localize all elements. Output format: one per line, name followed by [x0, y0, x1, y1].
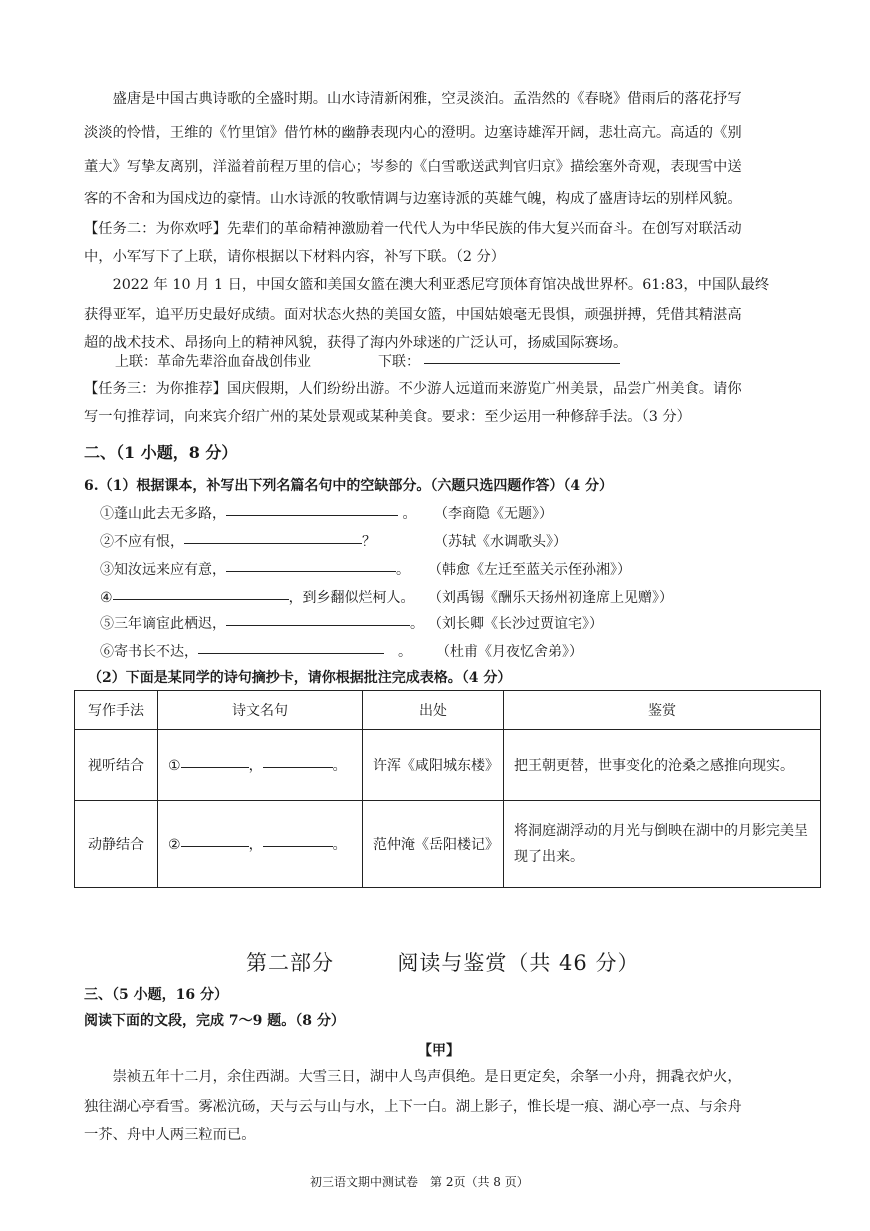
source-cell: 许浑《咸阳城东楼》: [363, 730, 504, 801]
recite-item-6: [100, 638, 412, 666]
couplet-lower-label: 下联：: [378, 354, 420, 370]
recite-item-4-blank[interactable]: [113, 598, 289, 600]
section3-heading: 三、（5 小题，16 分）: [84, 987, 228, 1003]
appreciation-cell: 把王朝更替，世事变化的沧桑之感推向现实。: [504, 730, 821, 801]
section2-heading: 二、（1 小题，8 分）: [84, 443, 238, 462]
recite-item-1: [100, 500, 416, 528]
table-row: [75, 730, 821, 801]
passage-line-3: 一芥、舟中人两三粒而已。: [84, 1127, 256, 1143]
table-header: 鉴赏: [504, 691, 821, 730]
recite-item-5-blank[interactable]: [226, 624, 410, 626]
task2-line-1: 【任务二：为你欢呼】先辈们的革命精神激励着一代代人为中华民族的伟大复兴而奋斗。在创写对联活动: [84, 221, 742, 237]
table-header: 诗文名句: [158, 691, 363, 730]
recite-item-5: [100, 610, 424, 638]
intro-line-4: 客的不舍和为国戍边的豪情。山水诗派的牧歌情调与边塞诗派的英雄气魄，构成了盛唐诗坛的别样风貌。: [84, 191, 742, 207]
answer-end: 。: [332, 837, 347, 853]
couplet-upper: 上联：革命先辈浴血奋战创伟业: [115, 354, 311, 370]
recite-item-3-end: 。: [396, 562, 410, 578]
task2-material-2: 获得亚军，追平历史最好成绩。面对状态火热的美国女篮，中国姑娘毫无畏惧，顽强拼搏，凭借其精湛高: [84, 307, 742, 323]
recite-item-1-end: 。: [402, 506, 417, 522]
passage-line-2: 独往湖心亭看雪。雾凇沆砀，天与云与山与水，上下一白。湖上影子，惟长堤一痕、湖心亭一点、与余舟: [84, 1099, 742, 1115]
method-cell: 动静结合: [75, 801, 158, 888]
task2-line-2: 中，小军写下了上联，请你根据以下材料内容，补写下联。（2 分）: [84, 249, 506, 265]
recite-item-1-text: ①蓬山此去无多路，: [100, 506, 226, 522]
answer-blank-2[interactable]: [263, 766, 333, 768]
recite-item-3-text: ③知汝远来应有意，: [100, 562, 226, 578]
reading-instruction: 阅读下面的文段，完成 7～9 题。（8 分）: [84, 1013, 345, 1029]
recite-item-4-end: ，到乡翻似烂柯人。: [288, 590, 415, 606]
recite-item-6-text: ⑥寄书长不达，: [100, 644, 198, 660]
table-header: 出处: [363, 691, 504, 730]
answer-number: ②: [168, 837, 181, 853]
part2-title-b: 阅读与鉴赏（共 46 分）: [397, 951, 640, 975]
answer-cell: [158, 730, 363, 801]
recite-item-2: [100, 528, 376, 556]
answer-comma: ，: [248, 837, 263, 853]
part2-title-a: 第二部分: [246, 951, 334, 975]
recite-item-2-blank[interactable]: [184, 542, 362, 544]
answer-blank-1[interactable]: [181, 845, 249, 847]
part2-title: [246, 946, 639, 980]
intro-line-3: 董大》写挚友离别，洋溢着前程万里的信心；岑参的《白雪歌送武判官归京》描绘塞外奇观，表现雪中送: [84, 159, 742, 175]
appreciation-cell: 将洞庭湖浮动的月光与倒映在湖中的月影完美呈现了出来。: [504, 801, 821, 888]
q6-part2: （2）下面是某同学的诗句摘抄卡，请你根据批注完成表格。（4 分）: [88, 670, 512, 686]
table-header: 写作手法: [75, 691, 158, 730]
method-cell: 视听结合: [75, 730, 158, 801]
table-header-row: [75, 691, 821, 730]
recite-item-4: [100, 584, 415, 612]
recite-item-6-end: 。: [398, 644, 412, 660]
answer-end: 。: [332, 758, 347, 774]
task3-line-1: 【任务三：为你推荐】国庆假期，人们纷纷出游。不少游人远道而来游览广州美景，品尝广州美食。请你: [84, 381, 742, 397]
recite-item-5-text: ⑤三年谪宦此栖迟，: [100, 616, 226, 632]
intro-line-1: 盛唐是中国古典诗歌的全盛时期。山水诗清新闲雅，空灵淡泊。孟浩然的《春晓》借雨后的落花抒写: [112, 91, 742, 107]
recite-item-5-end: 。: [410, 616, 424, 632]
task2-material-3: 超的战术技术、昂扬向上的精神风貌，获得了海内外球迷的广泛认可，扬威国际赛场。: [84, 335, 628, 351]
poem-card-table: [74, 690, 821, 888]
answer-cell: [158, 801, 363, 888]
recite-item-3-source: （韩愈《左迁至蓝关示侄孙湘》）: [428, 562, 631, 578]
answer-blank-1[interactable]: [181, 766, 249, 768]
recite-item-4-text: ④: [100, 590, 113, 606]
recite-item-2-source: （苏轼《水调歌头》）: [434, 534, 567, 550]
recite-item-3-blank[interactable]: [226, 570, 396, 572]
recite-item-4-source: （刘禹锡《酬乐天扬州初逢席上见赠》）: [428, 590, 673, 606]
answer-number: ①: [168, 758, 181, 774]
task3-line-2: 写一句推荐词，向来宾介绍广州的某处景观或某种美食。要求：至少运用一种修辞手法。（3 分）: [84, 409, 691, 425]
recite-item-1-blank[interactable]: [226, 514, 398, 516]
table-row: [75, 801, 821, 888]
source-cell: 范仲淹《岳阳楼记》: [363, 801, 504, 888]
couplet-lower-blank[interactable]: [424, 362, 620, 364]
recite-item-2-text: ②不应有恨，: [100, 534, 184, 550]
page-footer: 初三语文期中测试卷 第 2页（共 8 页）: [310, 1175, 529, 1189]
recite-item-2-end: ？: [362, 534, 376, 550]
passage-line-1: 崇祯五年十二月，余住西湖。大雪三日，湖中人鸟声俱绝。是日更定矣，余拏一小舟，拥毳衣炉火，: [112, 1069, 742, 1085]
answer-blank-2[interactable]: [263, 845, 333, 847]
passage-label-jia: 【甲】: [418, 1043, 460, 1059]
answer-comma: ，: [248, 758, 263, 774]
recite-item-1-source: （李商隐《无题》）: [434, 506, 553, 522]
q6-part1: 6.（1）根据课本，补写出下列名篇名句中的空缺部分。（六题只选四题作答）（4 分）: [84, 478, 613, 494]
recite-item-5-source: （刘长卿《长沙过贾谊宅》）: [428, 616, 603, 632]
recite-item-3: [100, 556, 410, 584]
task2-material-1: 2022 年 10 月 1 日，中国女篮和美国女篮在澳大利亚悉尼穹顶体育馆决战世界杯。61:83，中国队最终: [112, 277, 770, 293]
intro-line-2: 淡淡的怜惜，王维的《竹里馆》借竹林的幽静表现内心的澄明。边塞诗雄浑开阔，悲壮高亢。高适的《别: [84, 125, 742, 141]
recite-item-6-blank[interactable]: [198, 652, 384, 654]
recite-item-6-source: （杜甫《月夜忆舍弟》）: [436, 644, 583, 660]
